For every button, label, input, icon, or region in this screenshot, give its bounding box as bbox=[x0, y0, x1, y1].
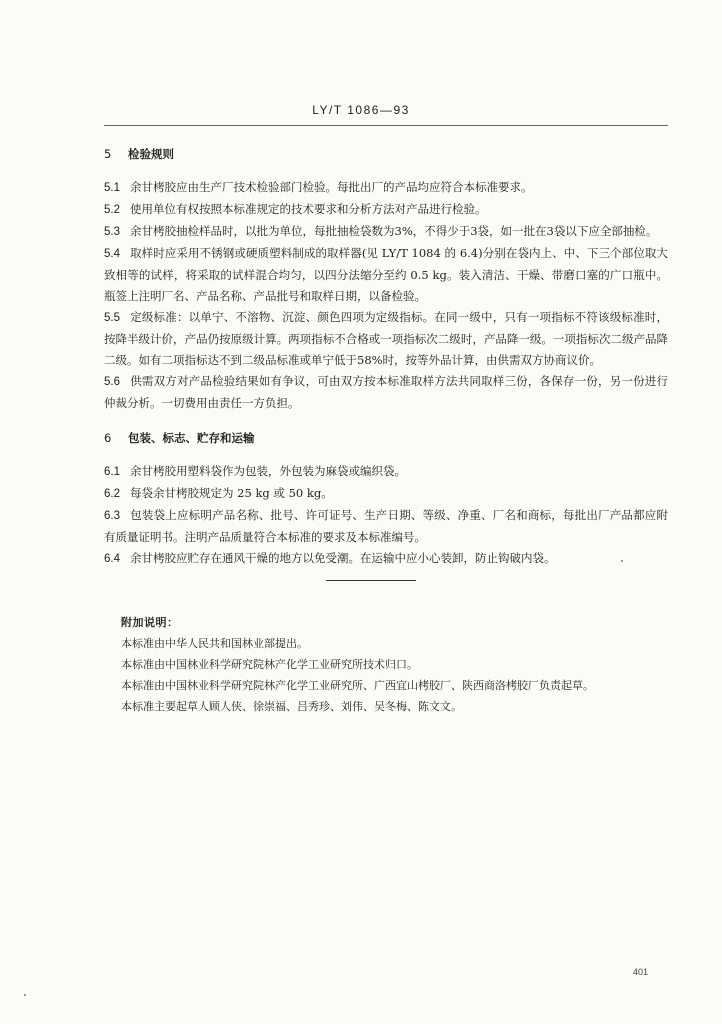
clause-6-1 bbox=[104, 461, 668, 483]
additional-notes-title: 附加说明： bbox=[121, 616, 179, 629]
clause-6-2 bbox=[104, 483, 668, 505]
clause-text: 取样时应采用不锈钢或硬质塑料制成的取样器(见 LY/T 1084 的 6.4)分别在袋内上、中、下三个部位取大致相等的试样，将采取的试样混合均匀，以四分法缩分至约 0.5 kg。装入清洁、干燥、带磨口塞的广口瓶中。瓶签上注明厂名、产品名称、产品批号和取样日期，以备检验。 bbox=[104, 246, 668, 303]
scan-speck bbox=[24, 994, 26, 996]
clause-number: 5.6 bbox=[104, 376, 120, 388]
clause-5-4 bbox=[104, 243, 668, 307]
clause-number: 6.1 bbox=[104, 466, 120, 478]
clause-number: 5.5 bbox=[104, 312, 120, 324]
standard-code-header: LY/T 1086—93 bbox=[312, 103, 410, 117]
clause-text: 余甘栲胶抽检样品时，以批为单位，每批抽检袋数为3%，不得少于3袋，如一批在3袋以下应全部抽检。 bbox=[130, 224, 658, 238]
clause-text: 供需双方对产品检验结果如有争议，可由双方按本标准取样方法共同取样三份，各保存一份，另一份进行仲裁分析。一切费用由责任一方负担。 bbox=[104, 374, 668, 410]
clause-text: 定级标准：以单宁、不溶物、沉淀、颜色四项为定级指标。在同一级中，只有一项指标不符该级标准时，按降半级计价，产品仍按原级计算。两项指标不合格或一项指标次二级时，产品降一级。一项指标次二级产品降二级。如有二项指标达不到二级品标准或单宁低于58%时，按等外品计算，由供需双方协商议价。 bbox=[104, 310, 668, 367]
clause-number: 5.4 bbox=[104, 248, 120, 260]
section-number: 5 bbox=[104, 147, 112, 161]
clause-text: 每袋余甘栲胶规定为 25 kg 或 50 kg。 bbox=[130, 486, 333, 500]
section-spacer bbox=[104, 414, 668, 430]
clause-5-5 bbox=[104, 307, 668, 371]
clause-text: 余甘栲胶应贮存在通风干燥的地方以免受潮。在运输中应小心装卸，防止钩破内袋。 bbox=[130, 551, 556, 565]
clause-number: 5.2 bbox=[104, 204, 120, 216]
main-content bbox=[104, 146, 668, 570]
clause-text: 使用单位有权按照本标准规定的技术要求和分析方法对产品进行检验。 bbox=[130, 202, 487, 216]
additional-note-line: 本标准主要起草人顾人侠、徐崇福、吕秀珍、刘伟、吴冬梅、陈文文。 bbox=[121, 700, 462, 713]
section-title-text: 包装、标志、贮存和运输 bbox=[128, 431, 255, 445]
additional-notes bbox=[121, 612, 681, 717]
clause-5-3 bbox=[104, 221, 668, 243]
header-rule bbox=[104, 125, 668, 126]
section-title-6 bbox=[104, 430, 668, 447]
section-divider bbox=[326, 580, 416, 581]
clause-number: 6.3 bbox=[104, 510, 120, 522]
clause-6-3 bbox=[104, 505, 668, 548]
clause-text: 余甘栲胶用塑料袋作为包装，外包装为麻袋或编织袋。 bbox=[130, 464, 406, 478]
clause-number: 5.1 bbox=[104, 182, 120, 194]
clause-5-6 bbox=[104, 371, 668, 414]
clause-5-2 bbox=[104, 199, 668, 221]
page-number: 401 bbox=[633, 967, 649, 977]
section-title-text: 检验规则 bbox=[128, 147, 175, 161]
clause-text: 包装袋上应标明产品名称、批号、许可证号、生产日期、等级、净重、厂名和商标，每批出厂产品都应附有质量证明书。注明产品质量符合本标准的要求及本标准编号。 bbox=[104, 508, 668, 544]
clause-number: 5.3 bbox=[104, 226, 120, 238]
clause-5-1 bbox=[104, 177, 668, 199]
clause-6-4 bbox=[104, 548, 668, 570]
clause-text: 余甘栲胶应由生产厂技术检验部门检验。每批出厂的产品均应符合本标准要求。 bbox=[130, 180, 533, 194]
clause-number: 6.2 bbox=[104, 488, 120, 500]
additional-note-line: 本标准由中国林业科学研究院林产化学工业研究所、广西宜山栲胶厂、陕西商洛栲胶厂负责起草。 bbox=[121, 679, 594, 692]
section-number: 6 bbox=[104, 431, 112, 445]
additional-note-line: 本标准由中国林业科学研究院林产化学工业研究所技术归口。 bbox=[121, 658, 418, 671]
section-title-5 bbox=[104, 146, 668, 163]
clause-number: 6.4 bbox=[104, 553, 120, 565]
scan-speck bbox=[621, 560, 623, 562]
additional-note-line: 本标准由中华人民共和国林业部提出。 bbox=[121, 637, 308, 650]
